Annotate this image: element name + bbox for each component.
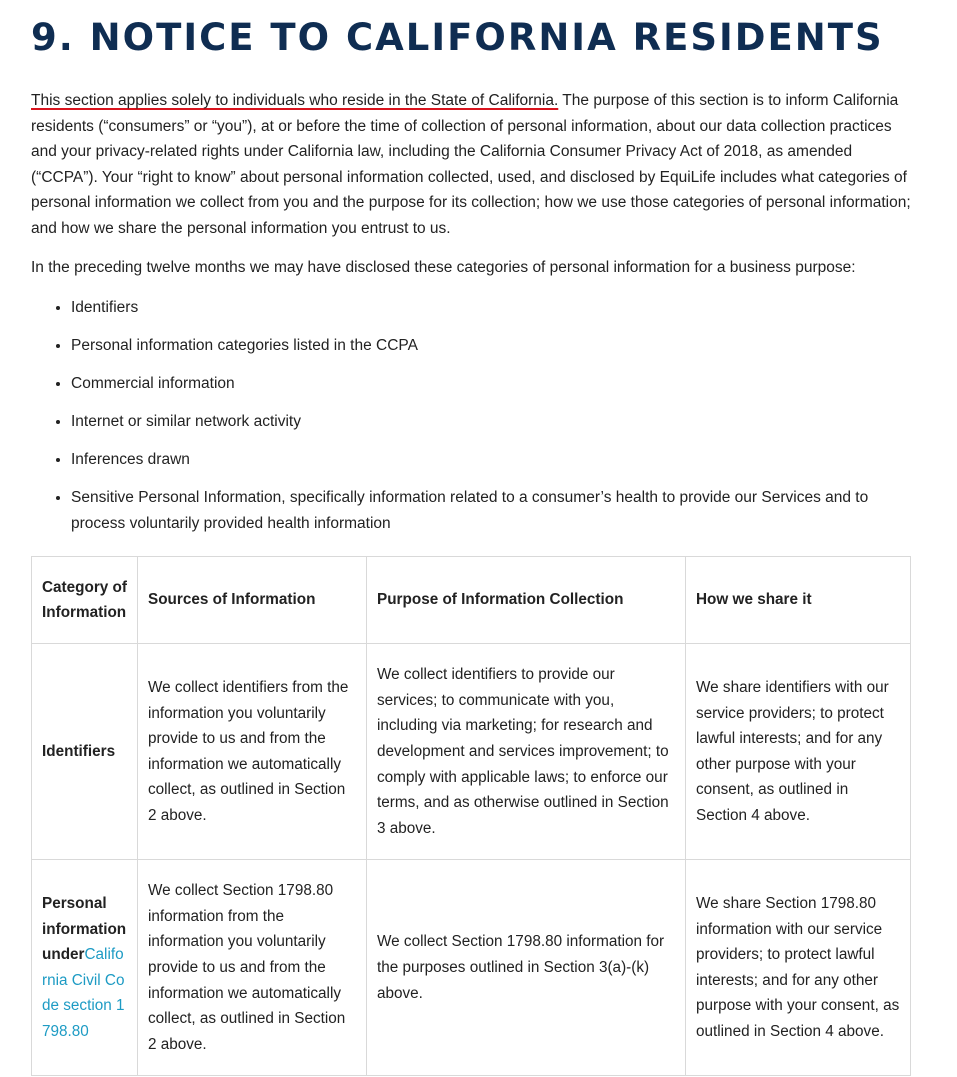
list-item: • Commercial information bbox=[71, 371, 911, 397]
row-purpose-cell: We collect identifiers to provide our services; to communicate with you, including via marketing; for research and development and services improvement; to comply with applicable laws; to enforce our terms, and as otherwise outlined in Section 3 above. bbox=[367, 644, 686, 860]
information-table bbox=[31, 556, 911, 1076]
row-category-cell: Identifiers bbox=[32, 644, 138, 860]
row-sources-cell: We collect Section 1798.80 information from the information you voluntarily provide to us and from the information we automatically collect, as outlined in Section 2 above. bbox=[138, 860, 367, 1076]
list-item: • Sensitive Personal Information, specifically information related to a consumer’s health to provide our Services and to process voluntarily provided health information bbox=[71, 485, 911, 536]
table-header-row bbox=[32, 557, 911, 644]
table-row bbox=[32, 644, 911, 860]
list-item: • Personal information categories listed in the CCPA bbox=[71, 333, 911, 359]
intro-highlighted-sentence: This section applies solely to individuals who reside in the State of California. bbox=[31, 92, 559, 109]
section-heading: 9. NOTICE TO CALIFORNIA RESIDENTS bbox=[31, 16, 884, 59]
header-purpose: Purpose of Information Collection bbox=[367, 557, 686, 644]
row-purpose-cell: We collect Section 1798.80 information for the purposes outlined in Section 3(a)-(k) above. bbox=[367, 860, 686, 1076]
header-sources: Sources of Information bbox=[138, 557, 367, 644]
categories-list bbox=[31, 295, 911, 536]
header-sharing: How we share it bbox=[686, 557, 911, 644]
intro-rest: The purpose of this section is to inform California residents (“consumers” or “you”), at or before the time of collection of personal information, about our data collection practices and your privacy-related rights under California law, including the California Consumer Privacy Act of 2018, as amended (“CCPA”). Your “right to know” about personal information collected, used, and disclosed by EquiLife includes what categories of personal information we collect from you and the purpose for its collection; how we use those categories of personal information; and how we share the personal information you entrust to us. bbox=[31, 92, 911, 237]
row-sources-cell: We collect identifiers from the information you voluntarily provide to us and from the information we automatically collect, as outlined in Section 2 above. bbox=[138, 644, 367, 860]
row-category-cell bbox=[32, 860, 138, 1076]
row-share-cell: We share identifiers with our service providers; to protect lawful interests; and for any other purpose with your consent, as outlined in Section 4 above. bbox=[686, 644, 911, 860]
intro-paragraph bbox=[31, 88, 911, 242]
table-row bbox=[32, 860, 911, 1076]
list-item: • Identifiers bbox=[71, 295, 911, 321]
header-category: Category of Information bbox=[32, 557, 138, 644]
categories-lead-text: In the preceding twelve months we may have disclosed these categories of personal information for a business purpose: bbox=[31, 258, 856, 276]
civil-code-link[interactable]: California Civil Code section 1798.80 bbox=[42, 946, 125, 1040]
list-item: • Inferences drawn bbox=[71, 447, 911, 473]
row-share-cell: We share Section 1798.80 information with our service providers; to protect lawful interests; and for any other purpose with your consent, as outlined in Section 4 above. bbox=[686, 860, 911, 1076]
category-prefix: Personal information under bbox=[42, 894, 127, 964]
list-item: • Internet or similar network activity bbox=[71, 409, 911, 435]
